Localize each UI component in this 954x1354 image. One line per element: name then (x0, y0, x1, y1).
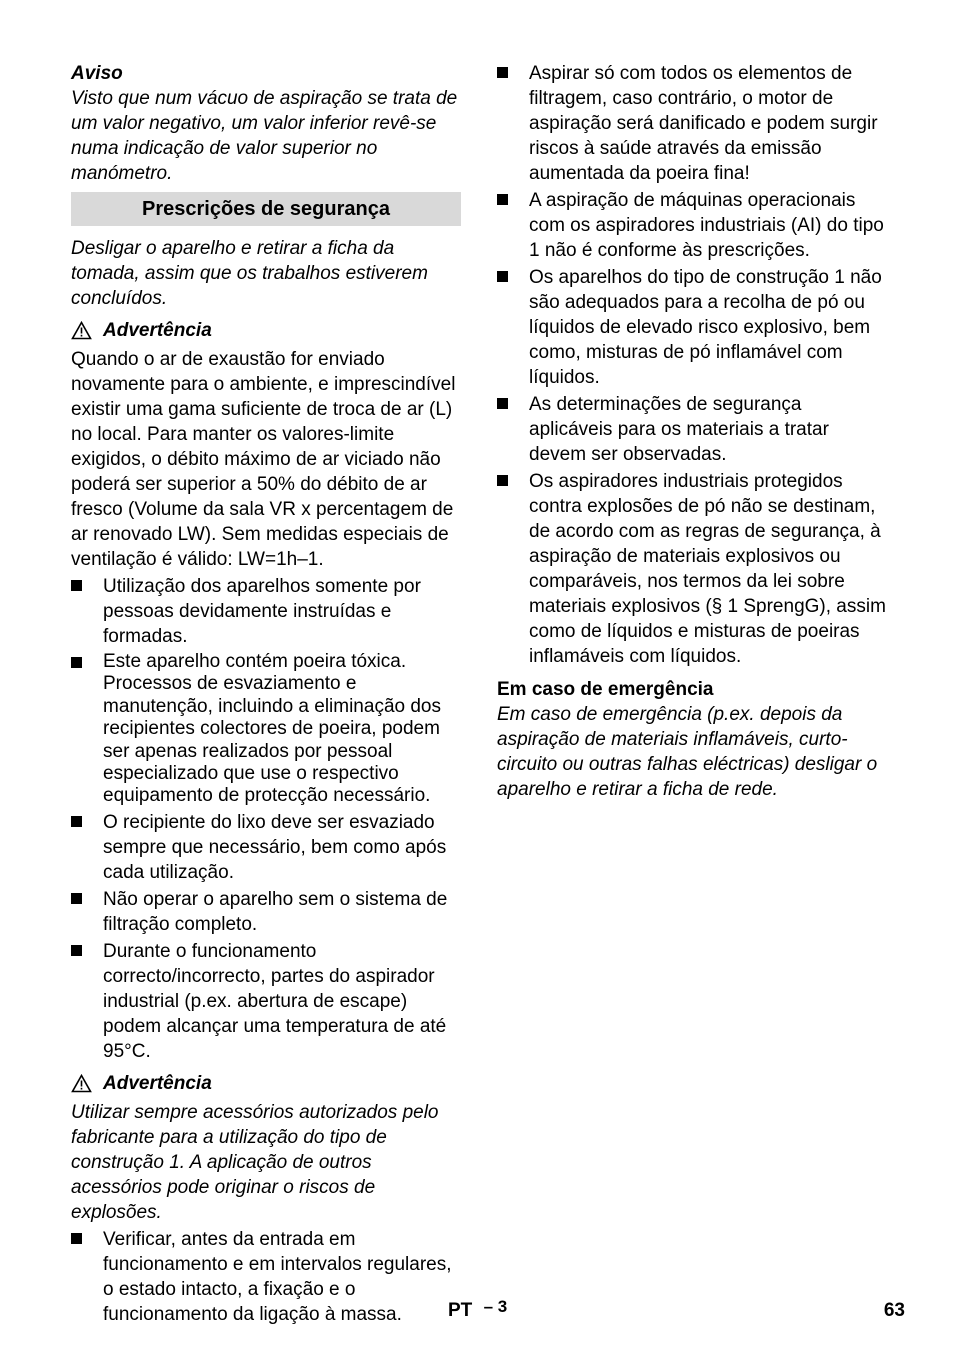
square-bullet-icon (71, 657, 82, 668)
list-item: Utilização dos aparelhos somente por pessoas devidamente instruídas e formadas. (71, 574, 461, 649)
list-item: As determinações de segurança aplicáveis para os materiais a tratar devem ser observadas. (497, 392, 887, 467)
emergency-title: Em caso de emergência (497, 679, 714, 700)
aviso-title: Aviso (71, 63, 123, 84)
intro-text: Desligar o aparelho e retirar a ficha da tomada, assim que os trabalhos estiverem concluídos. (71, 238, 428, 309)
warning-triangle-icon (71, 1074, 92, 1093)
list-item: Aspirar só com todos os elementos de filtragem, caso contrário, o motor de aspiração será danificado e podem surgir riscos à saúde através da emissão aumentada da poeira fina! (497, 61, 887, 186)
warning-text-2: Utilizar sempre acessórios autorizados pelo fabricante para a utilização do tipo de construção 1. A aplicação de outros acessórios pode originar o riscos de explosões. (71, 1101, 439, 1223)
list-item: Durante o funcionamento correcto/incorrecto, partes do aspirador industrial (p.ex. abertura de escape) podem alcançar uma temperatura de até 95°C. (71, 939, 461, 1064)
warning-heading-2 (71, 1071, 461, 1096)
emergency-text: Em caso de emergência (p.ex. depois da aspiração de materiais inflamáveis, curto-circuito ou outras falhas eléctricas) desligar o aparelho e retirar a ficha de rede. (497, 704, 878, 800)
warning-title-1: Advertência (103, 320, 212, 341)
bullet-list-1 (71, 574, 461, 1064)
list-item: Este aparelho contém poeira tóxica. Processos de esvaziamento e manutenção, incluindo a eliminação dos recipientes colectores de poeira, podem ser apenas realizados por pessoal especializado que use o respectivo equipamento de protecção necessário. (71, 651, 461, 808)
square-bullet-icon (497, 398, 508, 409)
list-item: O recipiente do lixo deve ser esvaziado sempre que necessário, bem como após cada utilização. (71, 810, 461, 885)
bullet-list-2 (71, 1227, 461, 1327)
square-bullet-icon (497, 475, 508, 486)
list-item: A aspiração de máquinas operacionais com os aspiradores industriais (AI) do tipo 1 não é conforme às prescrições. (497, 188, 887, 263)
footer-section-label (448, 1298, 507, 1323)
square-bullet-icon (497, 194, 508, 205)
left-column (71, 61, 461, 1329)
list-item: Os aspiradores industriais protegidos contra explosões de pó não se destinam, de acordo com as regras de segurança, à aspiração de materiais explosivos ou comparáveis, nos termos da lei sobre materiais explosivos (§ 1 SprengG), assim como de líquidos e misturas de poeiras inflamáveis com líquidos. (497, 469, 887, 669)
warning-triangle-icon (71, 321, 92, 340)
square-bullet-icon (71, 580, 82, 591)
section-title-bar (71, 192, 461, 226)
warning-heading-1 (71, 318, 461, 343)
bullet-list-3 (497, 61, 887, 669)
footer-section-number: – 3 (483, 1297, 508, 1316)
page-number: 63 (883, 1300, 905, 1321)
list-item: Os aparelhos do tipo de construção 1 não são adequados para a recolha de pó ou líquidos de elevado risco explosivo, bem como, misturas de pó inflamável com líquidos. (497, 265, 887, 390)
footer-lang: PT (448, 1300, 473, 1321)
list-item: Verificar, antes da entrada em funcionamento e em intervalos regulares, o estado intacto, a fixação e o funcionamento da ligação à massa. (71, 1227, 461, 1327)
right-column (497, 61, 887, 802)
square-bullet-icon (71, 816, 82, 827)
section-title: Prescrições de segurança (142, 198, 390, 220)
square-bullet-icon (497, 67, 508, 78)
list-item: Não operar o aparelho sem o sistema de filtração completo. (71, 887, 461, 937)
warning-title-2: Advertência (103, 1072, 212, 1094)
square-bullet-icon (71, 1233, 82, 1244)
aviso-text: Visto que num vácuo de aspiração se trata de um valor negativo, um valor inferior revê-se numa indicação de valor superior no manómetro. (71, 88, 458, 184)
warning-text-1: Quando o ar de exaustão for enviado novamente para o ambiente, e imprescindível existir uma gama suficiente de troca de ar (L) no local. Para manter os valores-limite exigidos, o débito máximo de ar viciado não poderá ser superior a 50% do débito de ar fresco (Volume da sala VR x percentagem de ar renovado LW). Sem medidas especiais de ventilação é válido: LW=1h–1. (71, 349, 456, 570)
square-bullet-icon (497, 271, 508, 282)
square-bullet-icon (71, 945, 82, 956)
square-bullet-icon (71, 893, 82, 904)
